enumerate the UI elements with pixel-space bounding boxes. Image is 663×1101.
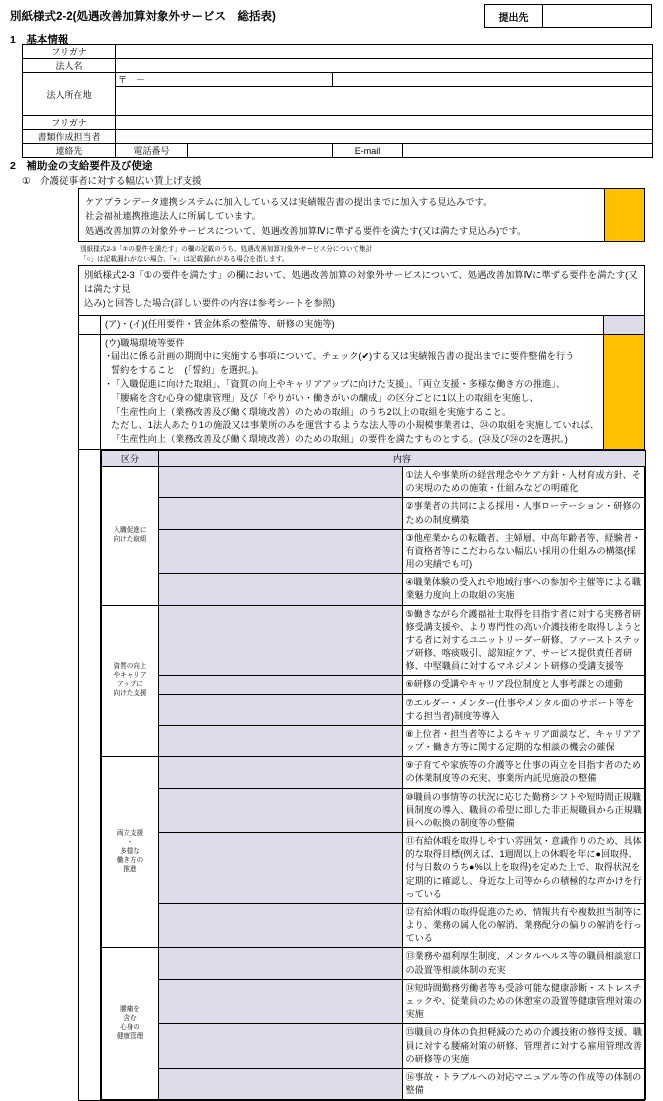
- statement-line-3: 処遇改善加算の対象外サービスについて、処遇改善加算Ⅳに準ずる要件を満たす(又は満たす見込み)です。: [85, 225, 527, 236]
- eligibility-statement-answer-cell[interactable]: [604, 189, 644, 241]
- checkbox-cell-item-10[interactable]: [159, 788, 403, 833]
- telephone-field[interactable]: [188, 144, 333, 158]
- checkbox-cell-item-16[interactable]: [159, 1068, 403, 1099]
- email-label: E-mail: [333, 144, 403, 158]
- table-row: [102, 605, 646, 676]
- checkbox-cell-item-11[interactable]: [159, 833, 403, 904]
- column-header-category: 区分: [102, 450, 159, 466]
- corporate-name-field[interactable]: [116, 59, 653, 73]
- checkbox-cell-item-8[interactable]: [159, 725, 403, 756]
- requirement-a-i-answer-cell[interactable]: [604, 316, 644, 334]
- workplace-environment-measures-table: [101, 450, 646, 1100]
- section-2-item-1-heading: ① 介護従事者に対する幅広い賃上げ支援: [22, 176, 202, 187]
- document-preparer-field[interactable]: [116, 130, 653, 144]
- eligibility-statement-text: [79, 189, 604, 241]
- list-item: 「生産性向上（業務改善及び働く環境改善）のための取組」のうち2以上の取組を実施すること。: [111, 406, 512, 417]
- telephone-label: 電話番号: [116, 144, 188, 158]
- table-row: [102, 694, 646, 725]
- category-line: 向けた取組: [113, 535, 147, 543]
- table-header-row: [102, 450, 646, 466]
- category-line: 資質の向上: [113, 663, 147, 671]
- contact-label: 連絡先: [23, 144, 116, 158]
- list-item: ・ 「入職促進に向けた取組」、「資質の向上やキャリアアップに向けた支援」、「両立支援・多様な働き方の推進」、: [105, 378, 599, 392]
- category-line: アップに: [117, 680, 143, 688]
- footnote-line-2: 「○」は記載漏れがない場合、「×」は記載漏れがある場合を指します。: [80, 255, 289, 263]
- category-line: やキャリア: [113, 672, 147, 679]
- table-row: [102, 903, 646, 948]
- eligibility-statement-box: [78, 188, 645, 242]
- measure-description-2: ②事業者の共同による採用・人事ローテーション・研修のための制度構築: [402, 498, 646, 529]
- checkbox-cell-item-9[interactable]: [159, 757, 403, 788]
- requirements-block: [78, 265, 645, 1101]
- category-cell-skill-career: [102, 605, 159, 757]
- page-title: 別紙様式2-2(処遇改善加算対象外サービス 総括表): [10, 11, 276, 23]
- table-row: [23, 130, 653, 144]
- category-line: 推進: [123, 865, 137, 873]
- table-row: [102, 529, 646, 574]
- measure-description-7: ⑦エルダー・メンター(仕事やメンタル面のサポート等をする担当者)制度等導入: [402, 694, 646, 725]
- category-line: 含む: [123, 1014, 137, 1022]
- statement-line-1: ケアプランデータ連携システムに加入している又は実績報告書の提出までに加入する見込みです。: [85, 197, 493, 207]
- measure-description-13: ⑬業務や福利厚生制度、メンタルヘルス等の職員相談窓口の設置等相談体制の充実: [402, 948, 646, 979]
- list-item: 「腰痛を含む心身の健康管理」及び「やりがい・働きがいの醸成」の区分ごとに1以上の取組を実施し、: [111, 392, 539, 403]
- category-line: 入職促進に: [113, 526, 147, 534]
- section-1-heading: 1 基本情報: [10, 34, 69, 46]
- table-row: [23, 59, 653, 73]
- measure-description-12: ⑫有給休暇の取得促進のため、情報共有や複数担当制等により、業務の属人化の解消、業務配分の偏りの解消を行っている: [402, 903, 646, 948]
- category-line: 両立支援: [116, 830, 144, 838]
- list-item: 「生産性向上（業務改善及び働く環境改善）のための取組」の要件を満たすものとする。(㉔及び㉔の2を選択。): [111, 434, 568, 445]
- document-preparer-label: 書類作成担当者: [23, 130, 116, 144]
- category-cell-health-management: [102, 948, 159, 1100]
- measure-description-11: ⑪有給休暇を取得しやすい雰囲気・意識作りのため、具体的な取得目標(例えば、1週間以上の休暇を年に●回取得、付与日数のうち●%以上を取得)を定めた上で、取得状況を定期的に確認し、身近な上司等からの積極的な声かけを行っている: [402, 833, 646, 904]
- requirements-condition-header: [79, 266, 644, 316]
- requirement-u-label: [101, 335, 604, 449]
- table-row: [102, 948, 646, 979]
- table-row: [102, 498, 646, 529]
- list-item: ただし、1法人あたり1の施設又は事業所のみを運営するような法人等の小規模事業者は、㉔の取組を実施していれば、: [111, 420, 599, 431]
- table-row: [102, 833, 646, 904]
- measure-description-9: ⑨子育てや家族等の介護等と仕事の両立を目指す者のための休業制度等の充実、事業所内託児施設の整備: [402, 757, 646, 788]
- submission-destination-field[interactable]: [543, 5, 651, 27]
- measure-description-10: ⑩職員の事情等の状況に応じた勤務シフトや短時間正規職員制度の導入、職員の希望に即した非正規職員から正規職員への転換の制度等の整備: [402, 788, 646, 833]
- requirement-row-a-i: [79, 316, 644, 335]
- checkbox-cell-item-12[interactable]: [159, 903, 403, 948]
- row-indent-spacer: [79, 335, 101, 449]
- category-cell-work-life-balance: [102, 757, 159, 948]
- checkbox-cell-item-4[interactable]: [159, 574, 403, 605]
- section-2-heading: 2 補助金の支給要件及び使途: [10, 160, 153, 172]
- condition-line-2: 込み)と回答した場合(詳しい要件の内容は参考シートを参照): [84, 297, 336, 308]
- measure-description-15: ⑮職員の身体の負担軽減のための介護技術の修得支援、職員に対する腰痛対策の研修、管理者に対する雇用管理改善の研修等の実施: [402, 1024, 646, 1069]
- footnote-line-1: 別紙様式2-3「①の要件を満たす」の欄の記載のうち、処遇改善加算対象外サービス分について集計: [80, 246, 373, 253]
- table-row: [102, 757, 646, 788]
- table-row: [102, 574, 646, 605]
- submission-destination-label: 提出先: [485, 5, 543, 27]
- list-item: ・ 届出に係る計画の期間中に実施する事項について、チェック(✔)する又は実績報告書の提出までに要件整備を行う: [105, 350, 599, 364]
- statement-line-2: 社会福祉連携推進法人に所属しています。: [85, 211, 261, 222]
- table-row: [102, 1068, 646, 1099]
- category-line: 腰痛を: [120, 1006, 140, 1014]
- table-row: [102, 725, 646, 756]
- furigana-field-1[interactable]: [116, 45, 653, 59]
- email-field[interactable]: [403, 144, 653, 158]
- table-row: [23, 87, 653, 116]
- table-row: [102, 1024, 646, 1069]
- measure-description-14: ⑭短時間勤務労働者等も受診可能な健康診断・ストレスチェックや、従業員のための休憩室の設置等健康管理対策の実施: [402, 979, 646, 1024]
- workplace-measures-row: [79, 450, 644, 1100]
- category-line: 健康管理: [116, 1032, 144, 1040]
- requirement-u-answer-cell[interactable]: [604, 335, 644, 449]
- requirement-u-bullet-list: [105, 350, 599, 447]
- table-row: [102, 979, 646, 1024]
- checkbox-cell-item-7[interactable]: [159, 694, 403, 725]
- corporate-address-label: 法人所在地: [23, 73, 116, 116]
- table-row: [23, 73, 653, 87]
- measure-description-4: ④職業体験の受入れや地域行事への参加や主催等による職業魅力度向上の取組の実施: [402, 574, 646, 605]
- category-line: ・: [126, 839, 134, 847]
- table-row: [102, 466, 646, 497]
- measure-description-16: ⑯事故・トラブルへの対応マニュアル等の作成等の体制の整備: [402, 1068, 646, 1099]
- measure-description-6: ⑥研修の受講やキャリア段位制度と人事考課との連動: [402, 676, 646, 694]
- row-indent-spacer: [79, 316, 101, 334]
- table-row: [23, 45, 653, 59]
- furigana-label-1: フリガナ: [23, 45, 116, 59]
- submission-destination-box: [484, 4, 652, 28]
- checkbox-cell-item-3[interactable]: [159, 529, 403, 574]
- measures-table-body: [102, 466, 646, 1099]
- corporate-address-field[interactable]: [116, 87, 653, 116]
- furigana-label-2: フリガナ: [23, 116, 116, 130]
- requirement-row-u: [79, 335, 644, 450]
- checkbox-cell-item-2[interactable]: [159, 498, 403, 529]
- category-cell-recruitment: [102, 466, 159, 605]
- checkbox-cell-item-1[interactable]: [159, 466, 403, 497]
- measure-description-1: ①法人や事業所の経営理念やケア方針・人材育成方針、その実現のための施策・仕組みなどの明確化: [402, 466, 646, 497]
- measure-description-8: ⑧上位者・担当者等によるキャリア面談など、キャリアアップ・働き方等に関する定期的な相談の機会の確保: [402, 725, 646, 756]
- checkbox-cell-item-13[interactable]: [159, 948, 403, 979]
- table-row: [102, 788, 646, 833]
- checkbox-cell-item-14[interactable]: [159, 979, 403, 1024]
- measure-description-5: ⑤働きながら介護福祉士取得を目指す者に対する実務者研修受講支援や、より専門性の高い介護技術を取得しようとする者に対するユニットリーダー研修、ファーストステップ研修、喀痰吸引、認知症ケア、サービス提供責任者研修、中堅職員に対するマネジメント研修の受講支援等: [402, 605, 646, 676]
- postal-code-extra-field[interactable]: [333, 73, 653, 87]
- requirement-a-i-label: (ア)・(イ)(任用要件・賃金体系の整備等、研修の実施等): [101, 316, 604, 334]
- postal-code-field[interactable]: 〒 －: [116, 73, 333, 87]
- column-header-content: 内容: [159, 450, 646, 466]
- checkbox-cell-item-6[interactable]: [159, 676, 403, 694]
- requirement-u-title: (ウ)職場環境等要件: [105, 337, 185, 348]
- checkbox-cell-item-5[interactable]: [159, 605, 403, 676]
- table-row: [23, 116, 653, 130]
- category-line: 心身の: [120, 1023, 140, 1031]
- condition-line-1: 別紙様式2-3「①の要件を満たす」の欄において、処遇改善加算の対象外サービスについて、処遇改善加算Ⅳに準ずる要件を満たす(又は満たす見: [84, 270, 638, 294]
- corporate-name-label: 法人名: [23, 59, 116, 73]
- table-row: [23, 144, 653, 158]
- statement-footnote: [80, 245, 372, 264]
- category-line: 多様な: [120, 847, 140, 855]
- basic-information-table: [22, 44, 653, 158]
- furigana-field-2[interactable]: [116, 116, 653, 130]
- table-row: [102, 676, 646, 694]
- measure-description-3: ③他産業からの転職者、主婦層、中高年齢者等、経験者・有資格者等にこだわらない幅広い採用の仕組みの構築(採用の実績でも可): [402, 529, 646, 574]
- checkbox-cell-item-15[interactable]: [159, 1024, 403, 1069]
- list-item: 誓約をすること (「誓約」を選択。)。: [111, 365, 265, 376]
- category-line: 向けた支援: [113, 689, 147, 697]
- category-line: 働き方の: [116, 856, 144, 864]
- row-indent-spacer: [79, 450, 101, 1100]
